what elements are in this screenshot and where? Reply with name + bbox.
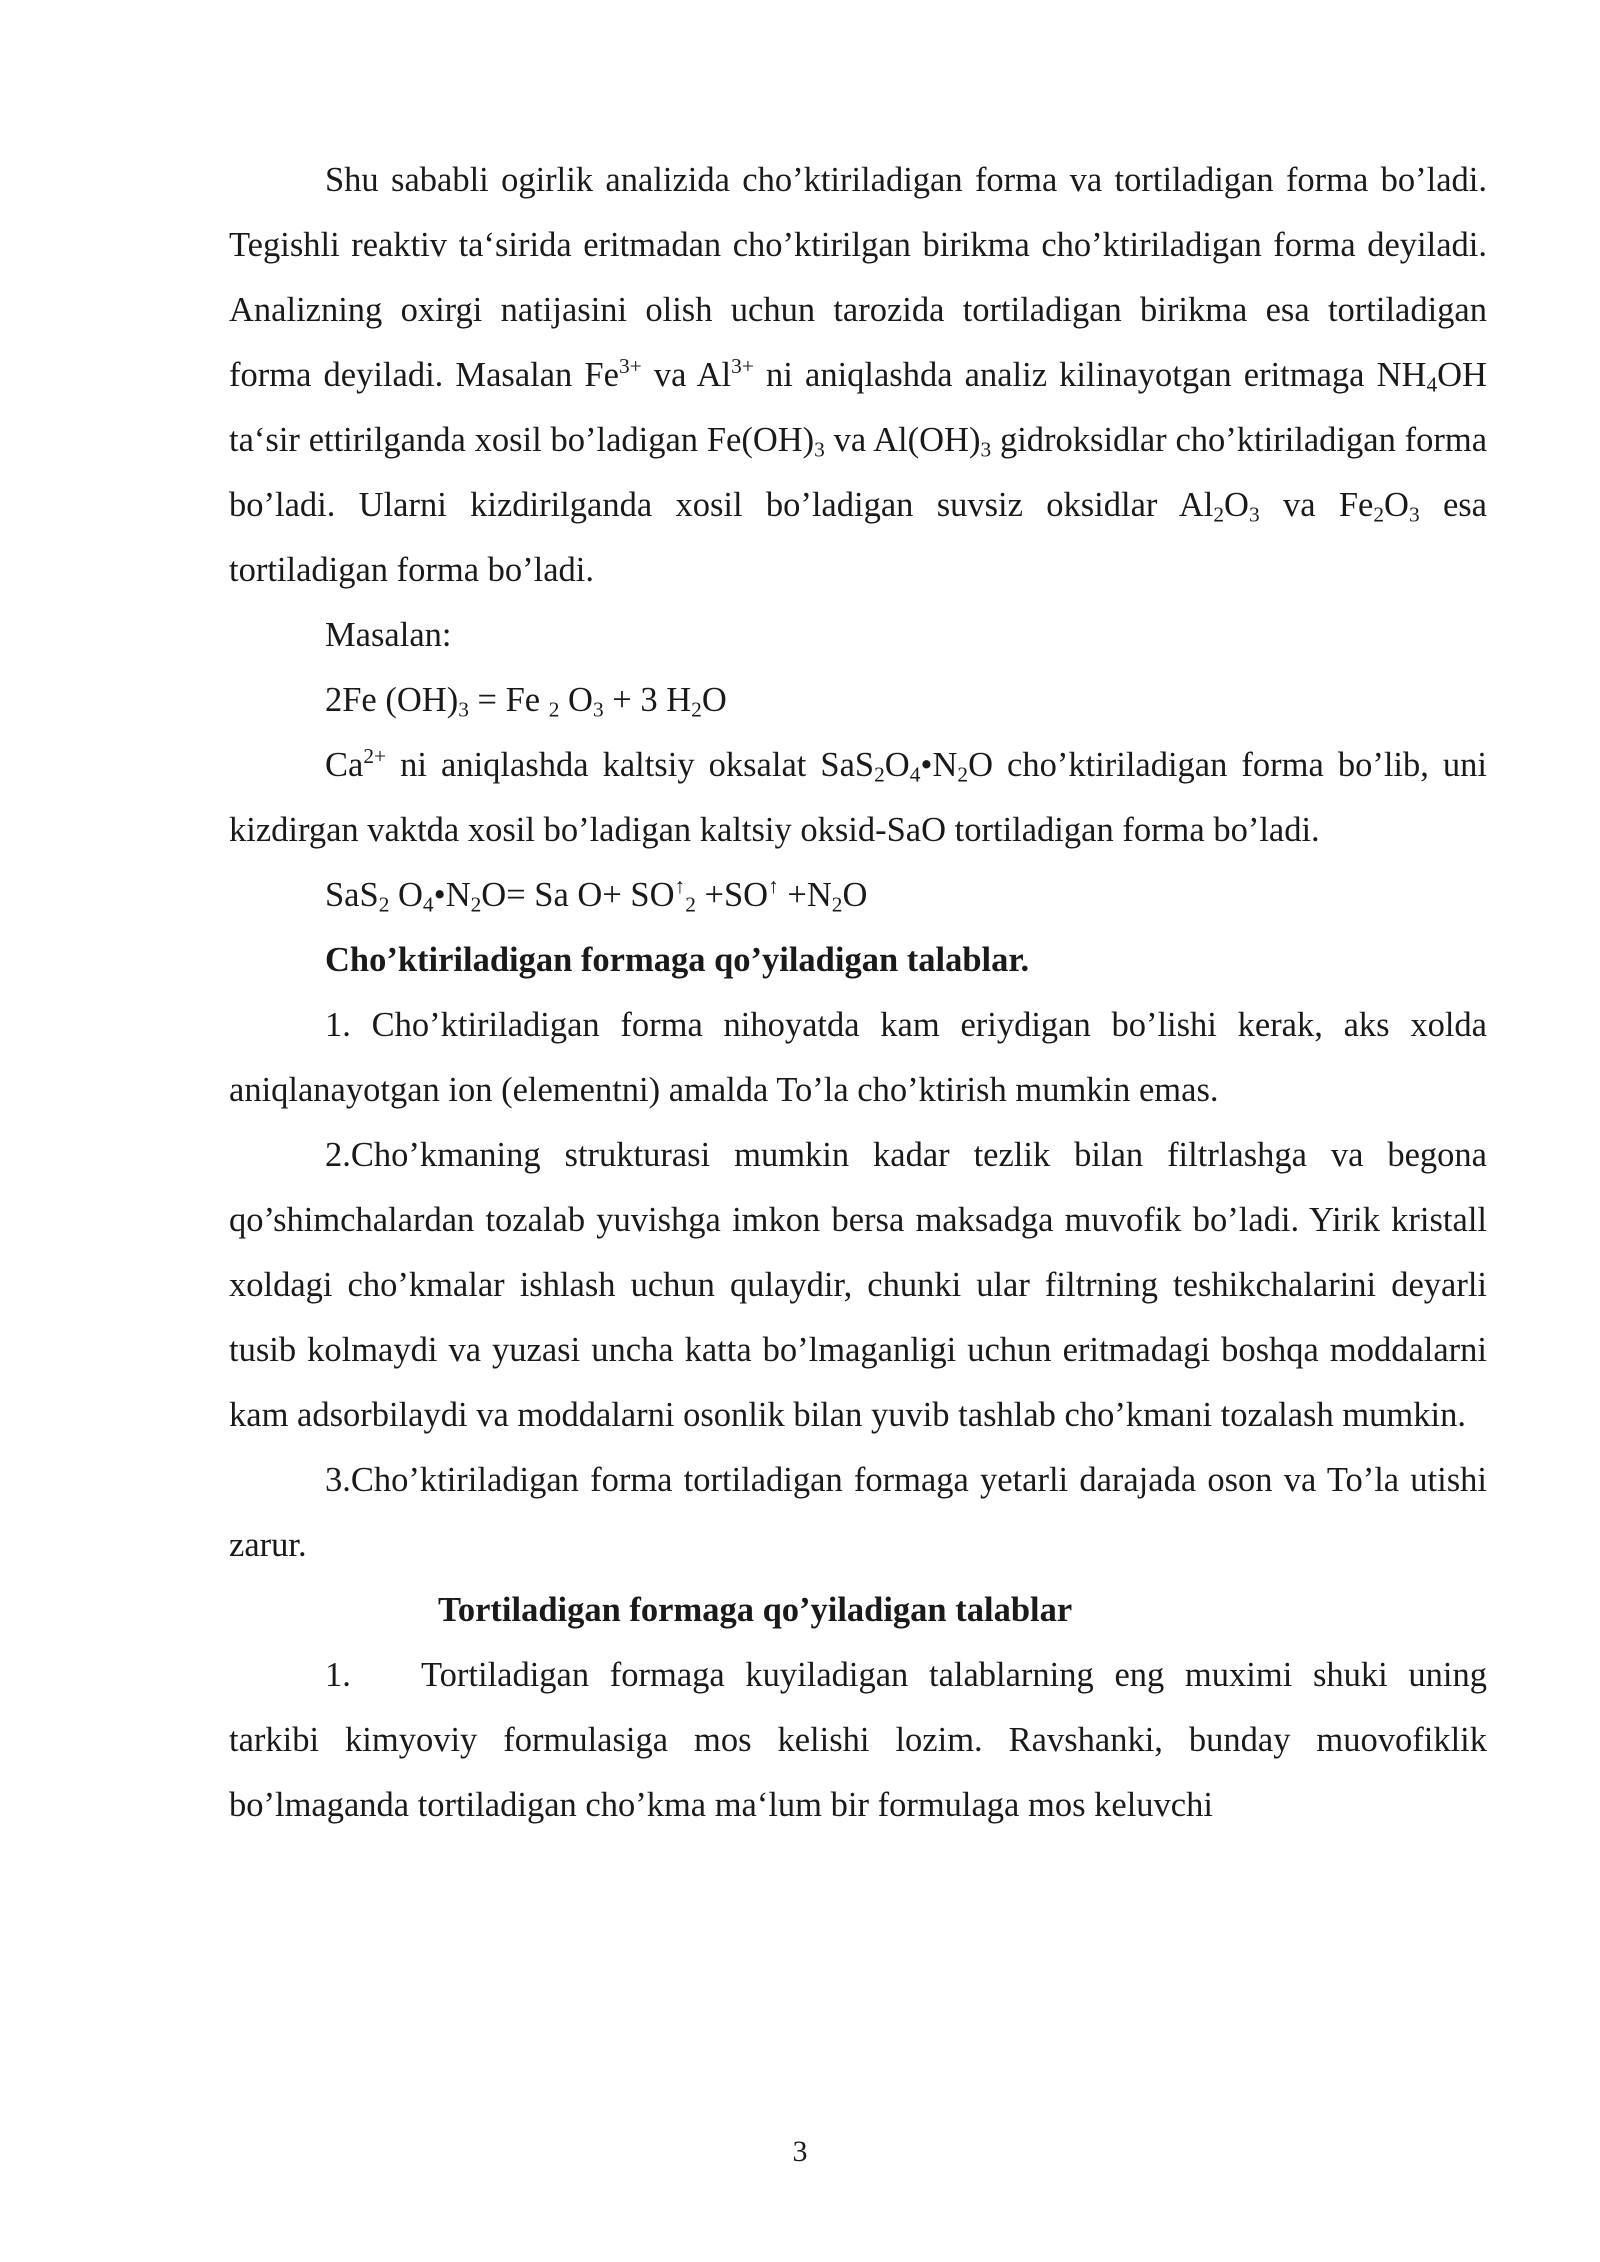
requirement-2: 2.Cho’kmaning strukturasi mumkin kadar tezlik bilan filtrlashga va begona qo’shimchalardan tozalab yuvishga imkon bersa maksadga muvofik bo’ladi. Yirik kristall xoldagi cho’kmalar ishlash uchun qulaydir, chunki ular filtrning teshikchalarini deyarli tusib kolmaydi va yuzasi uncha katta bo’lmaganligi uchun eritmadagi boshqa moddalarni kam adsorbilaydi va moddalarni osonlik bilan yuvib tashlab cho’kmani tozalash mumkin.: [229, 1136, 1487, 1434]
example-label: Masalan:: [325, 616, 452, 654]
equation-calcium-oxalate: SaS$_2$ $O_4•N_2O= Sa$ $O+ SO^↑_2 +SO^↑ +N_2O$: [325, 874, 868, 917]
heading-weighing-requirements: Tortiladigan formaga qo’yiladigan talablar: [438, 1591, 1073, 1629]
list-number: 1.: [325, 1656, 351, 1694]
equation-iron-hydroxide: 2Fe $(OH)_3 = Fe$ $_2$ $O_3 + 3$ $H_2O$: [325, 681, 727, 722]
weighing-requirement-1: 1. Tortiladigan formaga kuyiladigan talablarning eng muximi shuki uning tarkibi kimyoviy formulasiga mos kelishi lozim. Ravshanki, bunday muovofiklik bo’lmaganda tortiladigan cho’kma ma‘lum bir formulaga mos keluvchi: [229, 1643, 1487, 1838]
body-text: [229, 148, 1487, 1838]
paragraph-calcium: $Ca^{2+}$ ni aniqlashda kaltsiy oksalat $SaS_2O_4•N_2O$ cho’ktiriladigan forma bo’lib, uni kizdirgan vaktda xosil bo’ladigan kaltsiy oksid-SaO tortiladigan forma bo’ladi.: [229, 744, 1487, 849]
page-number: 3: [792, 2135, 808, 2168]
paragraph-intro: Shu sababli ogirlik analizida cho’ktiriladigan forma va tortiladigan forma bo’ladi. Tegishli reaktiv ta‘sirida eritmadan cho’ktirilgan birikma cho’ktiriladigan forma deyiladi. Analizning oxirgi natijasini olish uchun tarozida tortiladigan birikma esa tortiladigan forma deyiladi. Masalan $Fe^{3+}$ va $Al^{3+}$ ni aniqlashda analiz kilinayotgan eritmaga $NH_4OH$ ta‘sir ettirilganda xosil bo’ladigan $Fe(OH)_3$ va $Al(OH)_3$ gidroksidlar cho’ktiriladigan forma bo’ladi. Ularni kizdirilganda xosil bo’ladigan suvsiz oksidlar $Al_2O_3$ va $Fe_2O_3$ esa tortiladigan forma bo’ladi.: [229, 161, 1488, 589]
heading-precipitation-requirements: Cho’ktiriladigan formaga qo’yiladigan talablar.: [325, 941, 1030, 979]
requirement-1: 1. Cho’ktiriladigan forma nihoyatda kam eriydigan bo’lishi kerak, aks xolda aniqlanayotgan ion (elementni) amalda To’la cho’ktirish mumkin emas.: [229, 1006, 1487, 1109]
requirement-3: 3.Cho’ktiriladigan forma tortiladigan formaga yetarli darajada oson va To’la utishi zarur.: [229, 1461, 1487, 1564]
